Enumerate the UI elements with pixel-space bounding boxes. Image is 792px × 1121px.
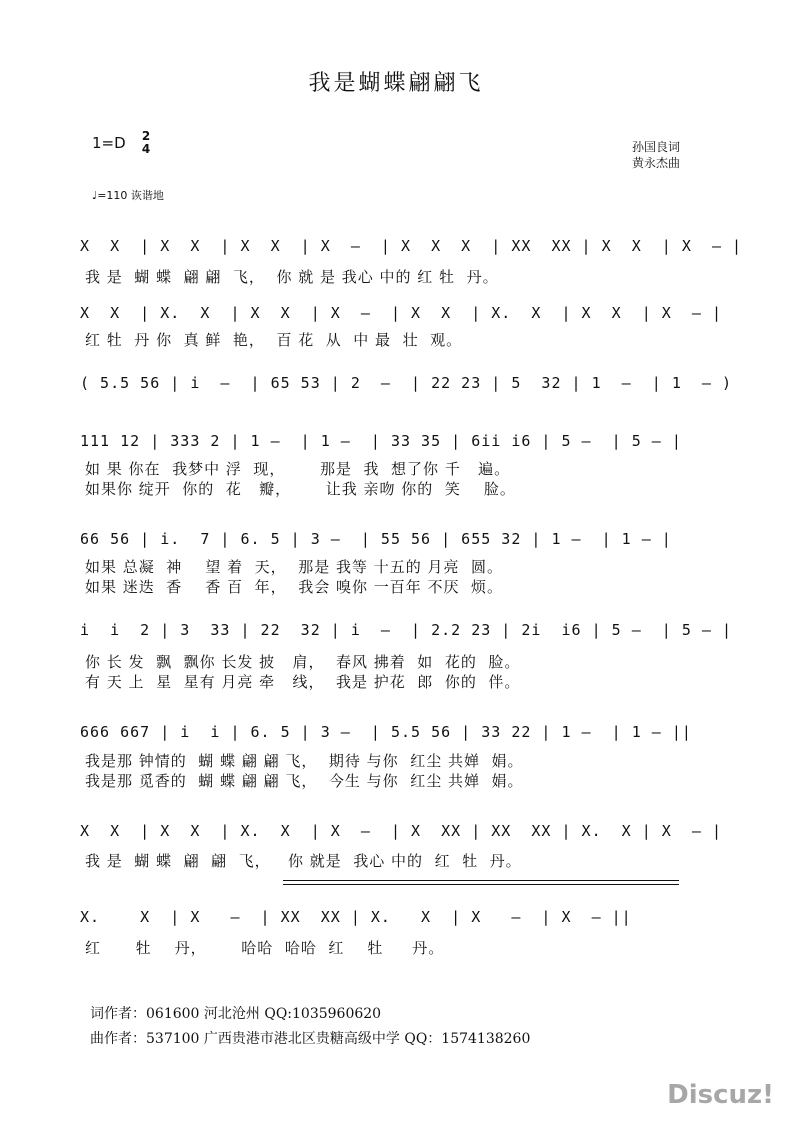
lyric-line: 红 牡 丹 你 真 鲜 艳， 百 花 从 中 最 壮 观。	[85, 331, 463, 349]
composer-credit: 黄永杰曲	[632, 156, 681, 170]
notation-row: 666 667 | i i | 6. 5 | 3 – | 5.5 56 | 33 22 | 1 – | 1 – ||	[80, 723, 692, 741]
line-rule	[283, 884, 679, 885]
lyric-line: 我 是 蝴 蝶 翩 翩 飞， 你 就是 我心 中的 红 牡 丹。	[85, 852, 522, 870]
lyric-line: 有 天 上 星 星有 月亮 牵 线， 我是 护花 郎 你的 伴。	[85, 673, 521, 691]
tempo-marking: ♩=110 诙谐地	[92, 189, 164, 202]
notation-row: ( 5.5 56 | i – | 65 53 | 2 – | 22 23 | 5 32 | 1 – | 1 – )	[80, 374, 732, 392]
notation-row: 66 56 | i. 7 | 6. 5 | 3 – | 55 56 | 655 32 | 1 – | 1 – |	[80, 530, 672, 548]
meter-bottom: 4	[141, 142, 151, 156]
notation-row: X. X | X – | XX XX | X. X | X – | X – ||	[80, 908, 632, 926]
lyric-line: 如果 迷迭 香 香 百 年， 我会 嗅你 一百年 不厌 烦。	[85, 578, 504, 596]
notation-row: X X | X. X | X X | X – | X X | X. X | X X | X – |	[80, 304, 722, 322]
lyric-line: 我是那 觅香的 蝴 蝶 翩 翩 飞， 今生 与你 红尘 共婵 娟。	[85, 772, 524, 790]
lyric-line: 如 果 你在 我梦中 浮 现， 那是 我 想了你 千 遍。	[85, 460, 511, 478]
composer-info: 曲作者：537100 广西贵港市港北区贵糖高级中学 QQ：1574138260	[90, 1031, 531, 1047]
line-rule	[283, 880, 679, 881]
song-title: 我是蝴蝶翩翩飞	[308, 71, 484, 96]
lyricist-credit: 孙国良词	[632, 140, 681, 154]
lyric-line: 我是那 钟情的 蝴 蝶 翩 翩 飞， 期待 与你 红尘 共婵 娟。	[85, 752, 524, 770]
lyric-line: 我 是 蝴 蝶 翩 翩 飞， 你 就 是 我心 中的 红 牡 丹。	[85, 268, 499, 286]
time-signature	[140, 130, 152, 156]
lyricist-info: 词作者：061600 河北沧州 QQ:1035960620	[90, 1006, 382, 1022]
lyric-line: 你 长 发 飘 飘你 长发 披 肩， 春风 拂着 如 花的 脸。	[85, 653, 521, 671]
lyric-line: 红 牡 丹， 哈哈 哈哈 红 牡 丹。	[85, 939, 445, 957]
notation-row: i i 2 | 3 33 | 22 32 | i – | 2.2 23 | 2i i6 | 5 – | 5 – |	[80, 621, 732, 639]
notation-row: X X | X X | X. X | X – | X XX | XX XX | X. X | X – |	[80, 822, 722, 840]
key-signature: 1=D	[92, 134, 126, 152]
meter-top: 2	[141, 129, 151, 143]
notation-row: X X | X X | X X | X – | X X X | XX XX | X X | X – |	[80, 237, 743, 255]
lyric-line: 如果 总凝 神 望 着 天， 那是 我等 十五的 月亮 圆。	[85, 558, 504, 576]
lyric-line: 如果你 绽开 你的 花 瓣， 让我 亲吻 你的 笑 脸。	[85, 480, 516, 498]
watermark: Discuz!	[667, 1080, 774, 1110]
notation-row: 111 12 | 333 2 | 1 – | 1 – | 33 35 | 6ii i6 | 5 – | 5 – |	[80, 432, 682, 450]
